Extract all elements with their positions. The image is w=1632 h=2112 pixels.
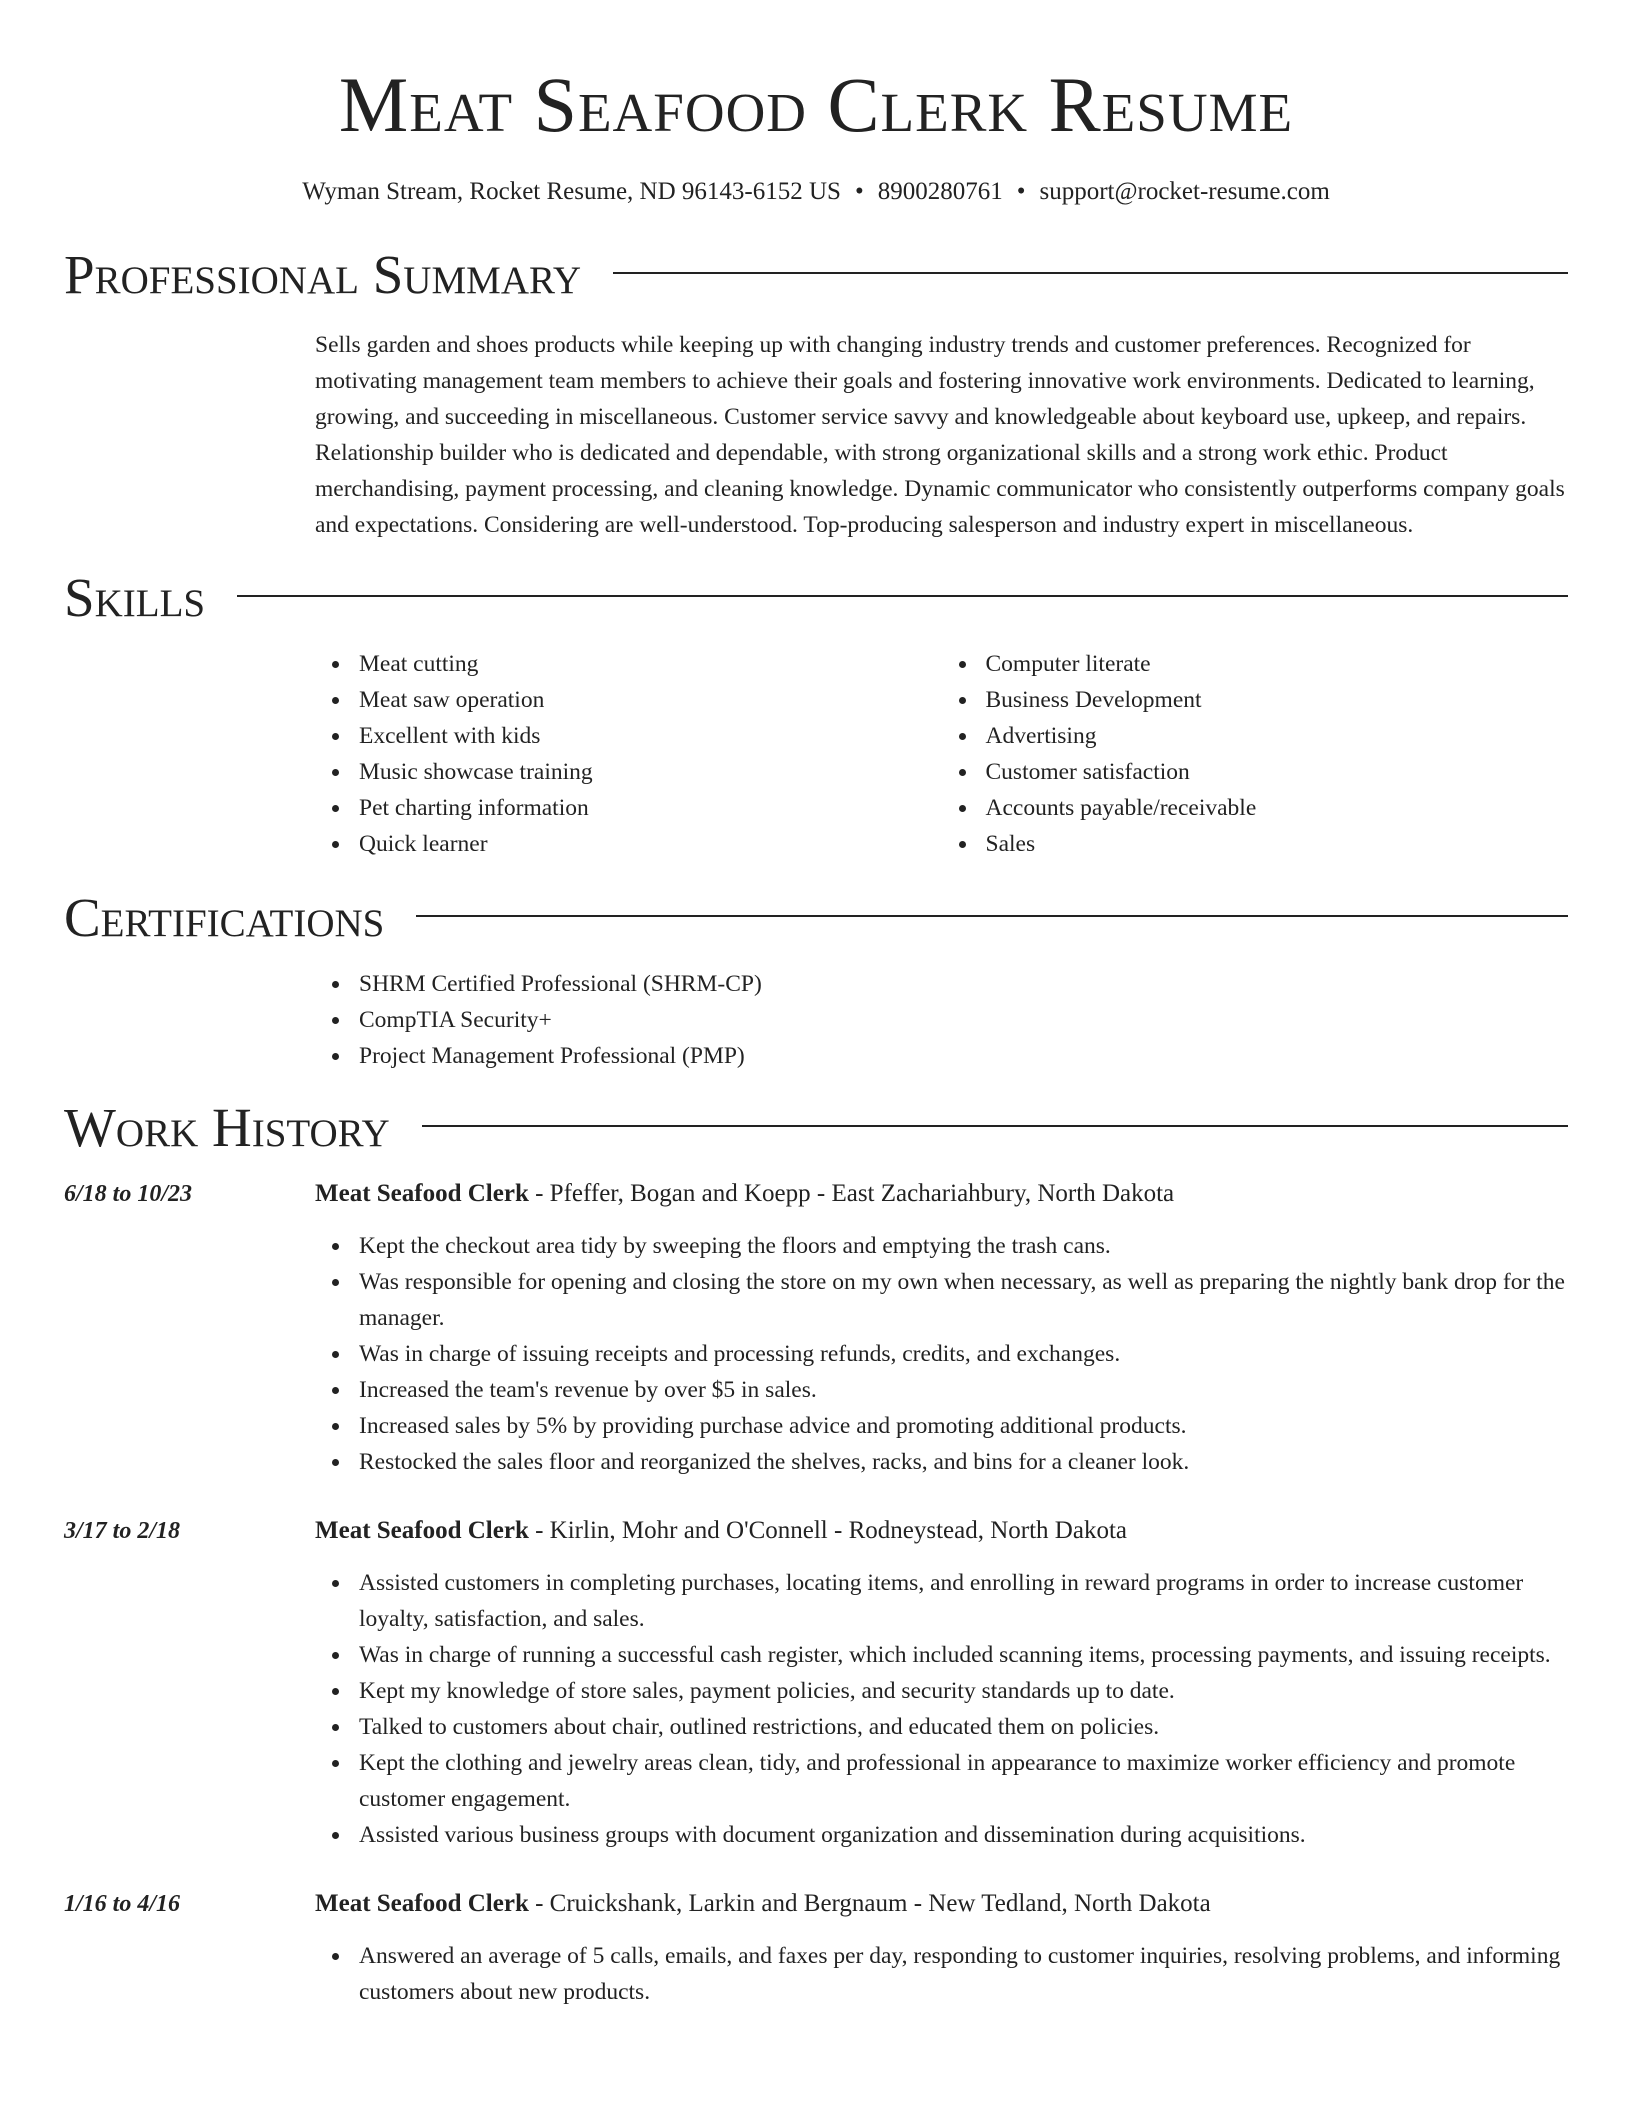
job-duties-list [315,1938,1568,2010]
resume-page [64,0,1568,2010]
job-employer-location: - Cruickshank, Larkin and Bergnaum - New Tedland, North Dakota [528,1890,1211,1917]
job-entry [64,1886,1568,2010]
contact-separator: • [854,178,864,205]
job-dates: 6/18 to 10/23 [64,1181,193,1207]
skill-item: Meat saw operation [359,682,942,718]
skill-item: Business Development [986,682,1569,718]
section-divider [416,915,1568,917]
certification-item: CompTIA Security+ [359,1002,1568,1038]
job-duties-list [315,1565,1568,1853]
work-heading: Work History [64,1097,390,1158]
contact-phone: 8900280761 [877,178,1003,205]
skills-list-left [315,646,942,862]
job-title-line [315,1176,1174,1212]
job-duty-item: Restocked the sales floor and reorganized the shelves, racks, and bins for a cleaner look. [359,1444,1568,1480]
summary-heading: Professional Summary [64,244,582,305]
job-role: Meat Seafood Clerk [315,1517,529,1544]
job-header [64,1513,1568,1549]
section-divider [422,1125,1568,1127]
skill-item: Excellent with kids [359,718,942,754]
contact-address: Wyman Stream, Rocket Resume, ND 96143-6152 US [302,178,841,205]
job-employer-location: - Pfeffer, Bogan and Koepp - East Zachariahbury, North Dakota [528,1180,1175,1207]
job-duty-item: Assisted various business groups with document organization and dissemination during acquisitions. [359,1817,1568,1853]
skill-item: Computer literate [986,646,1569,682]
work-section-header [64,1096,1568,1160]
job-header [64,1886,1568,1922]
skill-item: Customer satisfaction [986,754,1569,790]
job-duty-item: Kept the checkout area tidy by sweeping the floors and emptying the trash cans. [359,1228,1568,1264]
job-title-line [315,1513,1127,1549]
certifications-section-header [64,886,1568,950]
job-duty-item: Kept my knowledge of store sales, payment policies, and security standards up to date. [359,1673,1568,1709]
job-duty-item: Increased sales by 5% by providing purchase advice and promoting additional products. [359,1408,1568,1444]
resume-title: Meat Seafood Clerk Resume [338,61,1294,148]
job-duties-list [315,1228,1568,1480]
skills-heading: Skills [64,567,206,628]
job-duty-item: Assisted customers in completing purchases, locating items, and enrolling in reward programs in order to increase customer loyalty, satisfaction, and sales. [359,1565,1568,1637]
summary-section-header [64,243,1568,307]
job-dates: 1/16 to 4/16 [64,1891,181,1917]
section-divider [613,272,1568,274]
job-entry [64,1176,1568,1480]
job-duty-item: Increased the team's revenue by over $5 in sales. [359,1372,1568,1408]
skills-section-header [64,566,1568,630]
skill-item: Meat cutting [359,646,942,682]
job-duties [315,1938,1568,2010]
skill-item: Music showcase training [359,754,942,790]
summary-body [315,327,1568,543]
job-header [64,1176,1568,1212]
contact-separator: • [1016,178,1026,205]
certifications-list [315,966,1568,1074]
section-divider [237,595,1568,597]
certifications-heading: Certifications [64,887,385,948]
job-role: Meat Seafood Clerk [315,1180,529,1207]
certification-item: SHRM Certified Professional (SHRM-CP) [359,966,1568,1002]
job-entry [64,1513,1568,1853]
skill-item: Quick learner [359,826,942,862]
contact-email: support@rocket-resume.com [1039,178,1330,205]
skills-list-right [942,646,1569,862]
skill-item: Sales [986,826,1569,862]
job-employer-location: - Kirlin, Mohr and O'Connell - Rodneystead, North Dakota [528,1517,1127,1544]
certifications-body [315,966,1568,1074]
job-duties [315,1565,1568,1853]
contact-line [64,176,1568,208]
skill-item: Advertising [986,718,1569,754]
skill-item: Pet charting information [359,790,942,826]
job-duties [315,1228,1568,1480]
summary-text: Sells garden and shoes products while keeping up with changing industry trends and customer preferences. Recognized for motivating management team members to achieve their goals and fostering innovative work environments. Dedicated to learning, growing, and succeeding in miscellaneous. Customer service savvy and knowledgeable about keyboard use, upkeep, and repairs. Relationship builder who is dedicated and dependable, with strong organizational skills and a strong work ethic. Product merchandising, payment processing, and cleaning knowledge. Dynamic communicator who consistently outperforms company goals and expectations. Considering are well-understood. Top-producing salesperson and industry expert in miscellaneous. [315,332,1565,538]
work-history-list [64,1176,1568,2010]
skills-grid [315,646,1568,862]
job-duty-item: Was responsible for opening and closing the store on my own when necessary, as well as preparing the nightly bank drop for the manager. [359,1264,1568,1336]
job-duty-item: Talked to customers about chair, outlined restrictions, and educated them on policies. [359,1709,1568,1745]
certification-item: Project Management Professional (PMP) [359,1038,1568,1074]
job-role: Meat Seafood Clerk [315,1890,529,1917]
job-duty-item: Answered an average of 5 calls, emails, and faxes per day, responding to customer inquiries, resolving problems, and informing customers about new products. [359,1938,1568,2010]
skill-item: Accounts payable/receivable [986,790,1569,826]
job-dates: 3/17 to 2/18 [64,1518,181,1544]
job-title-line [315,1886,1211,1922]
job-duty-item: Was in charge of running a successful cash register, which included scanning items, processing payments, and issuing receipts. [359,1637,1568,1673]
job-duty-item: Kept the clothing and jewelry areas clean, tidy, and professional in appearance to maximize worker efficiency and promote customer engagement. [359,1745,1568,1817]
job-duty-item: Was in charge of issuing receipts and processing refunds, credits, and exchanges. [359,1336,1568,1372]
